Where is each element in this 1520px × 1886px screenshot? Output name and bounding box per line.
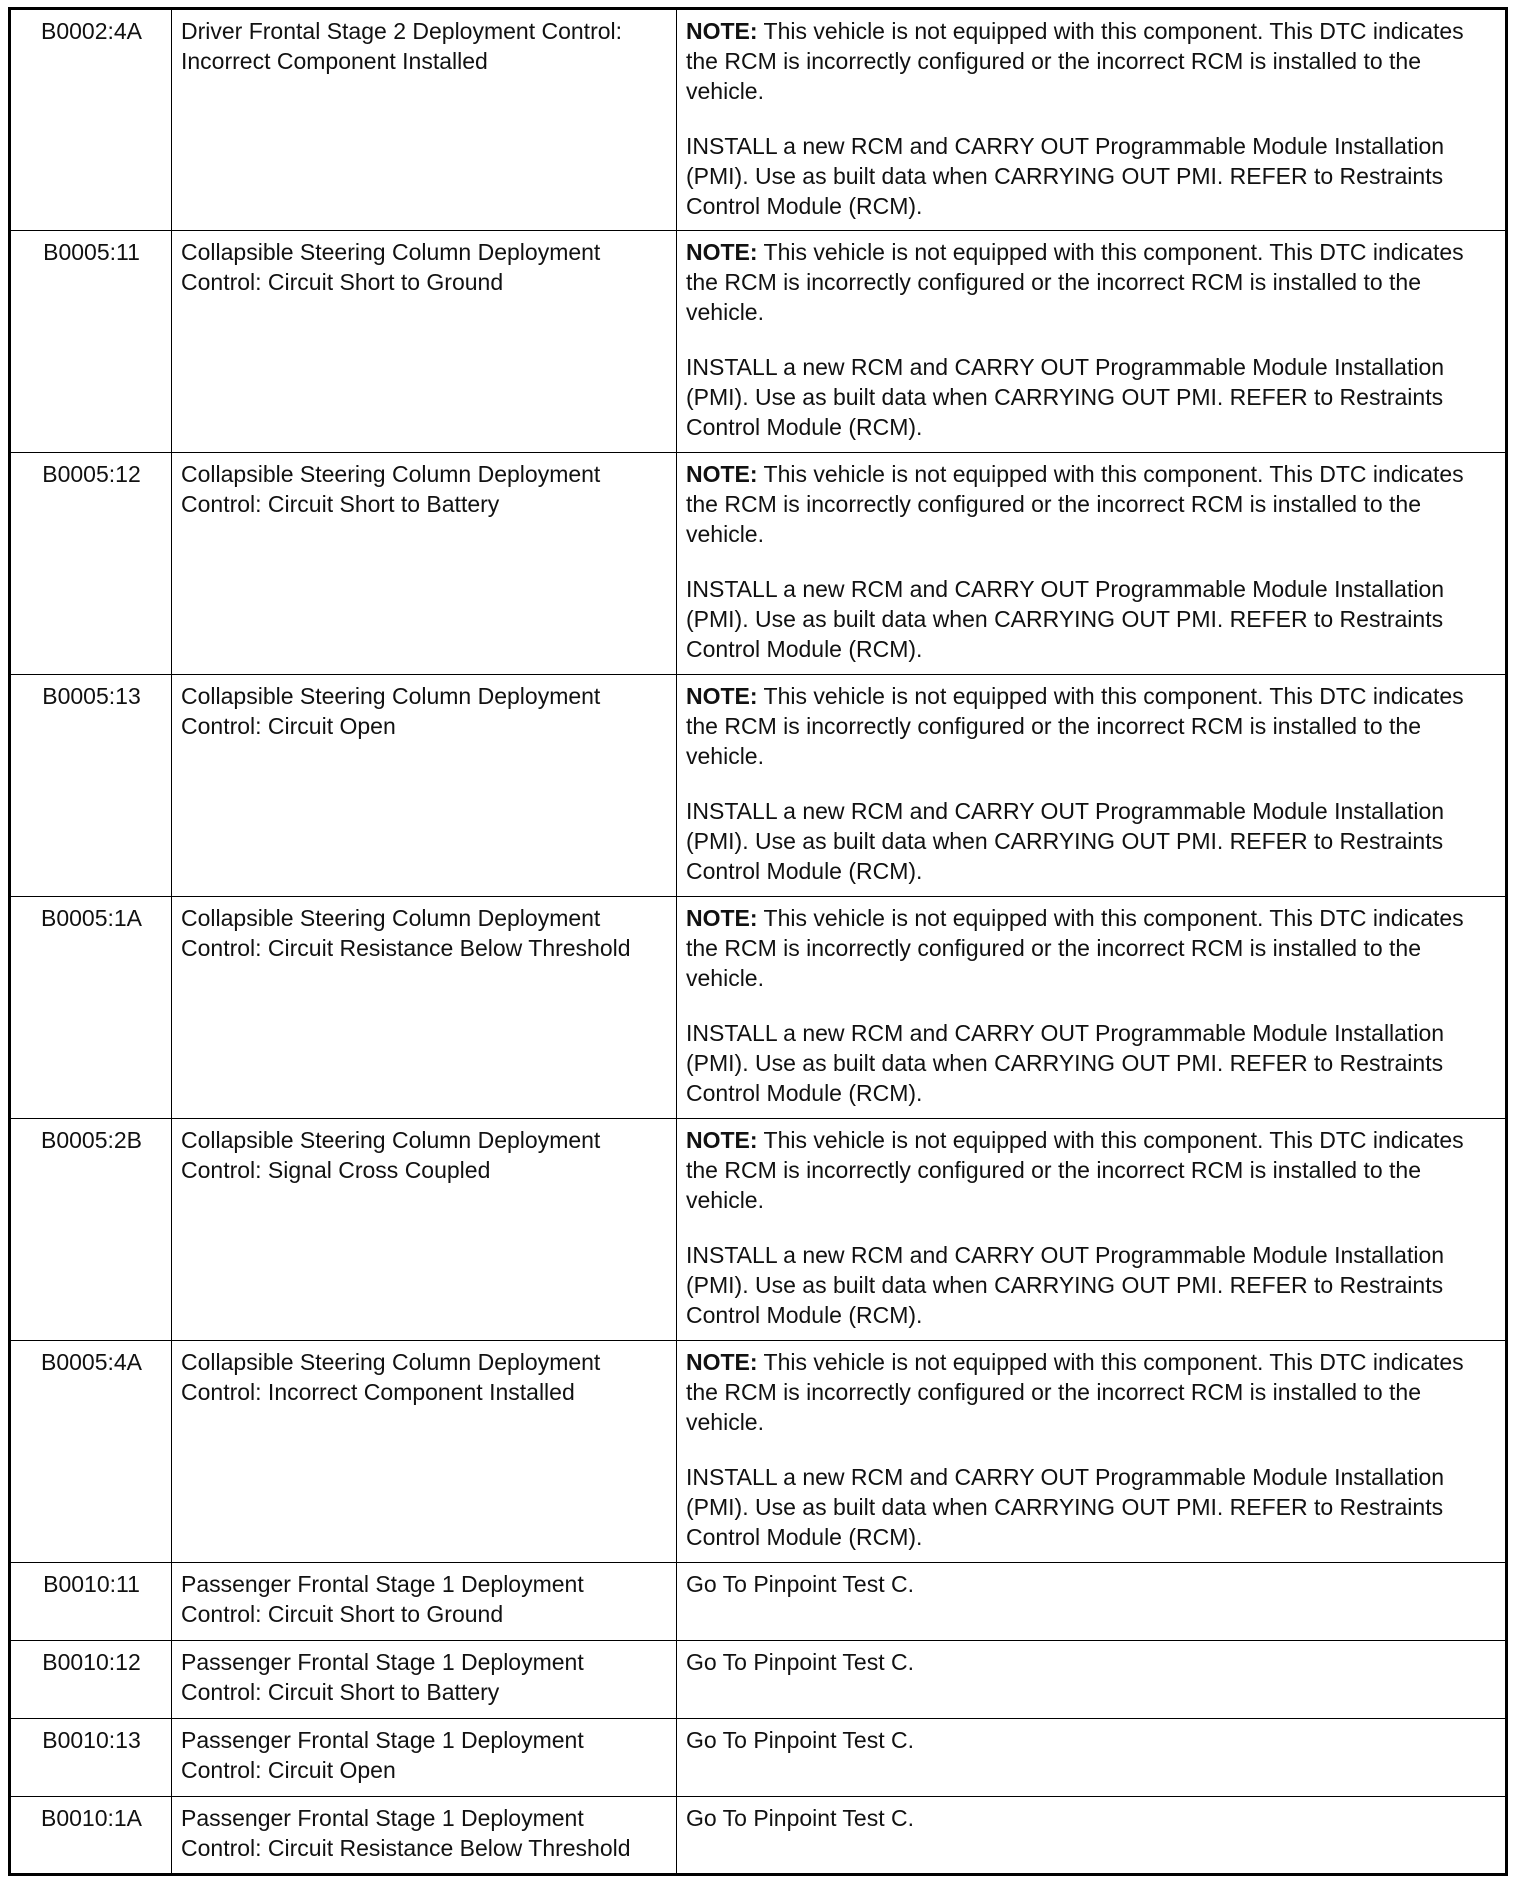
dtc-action-cell: Go To Pinpoint Test C.: [677, 1719, 1507, 1797]
note-paragraph: [686, 903, 1497, 993]
action-text: INSTALL a new RCM and CARRY OUT Programmable Module Installation (PMI). Use as built data when CARRYING OUT PMI. REFER to Restraints Control Module (RCM).: [686, 798, 1445, 884]
dtc-action-cell: Go To Pinpoint Test C.: [677, 1641, 1507, 1719]
dtc-description: Collapsible Steering Column Deployment Control: Circuit Short to Battery: [172, 453, 677, 675]
note-label: NOTE:: [686, 905, 758, 931]
note-label: NOTE:: [686, 683, 758, 709]
table-row: [10, 231, 1507, 453]
note-paragraph: [686, 1347, 1497, 1437]
dtc-action-cell: Go To Pinpoint Test C.: [677, 1797, 1507, 1875]
dtc-description: Passenger Frontal Stage 1 Deployment Control: Circuit Short to Battery: [172, 1641, 677, 1719]
table-row: [10, 1341, 1507, 1563]
dtc-table: [8, 7, 1508, 1876]
action-text: INSTALL a new RCM and CARRY OUT Programmable Module Installation (PMI). Use as built data when CARRYING OUT PMI. REFER to Restraints Control Module (RCM).: [686, 576, 1445, 662]
table-row: [10, 675, 1507, 897]
note-text: This vehicle is not equipped with this component. This DTC indicates the RCM is incorrectly configured or the incorrect RCM is installed to the vehicle.: [686, 683, 1464, 769]
note-text: This vehicle is not equipped with this component. This DTC indicates the RCM is incorrectly configured or the incorrect RCM is installed to the vehicle.: [686, 239, 1464, 325]
document-page: [8, 7, 1505, 1876]
note-text: This vehicle is not equipped with this component. This DTC indicates the RCM is incorrectly configured or the incorrect RCM is installed to the vehicle.: [686, 1127, 1464, 1213]
dtc-description: Collapsible Steering Column Deployment Control: Signal Cross Coupled: [172, 1119, 677, 1341]
action-text: INSTALL a new RCM and CARRY OUT Programmable Module Installation (PMI). Use as built data when CARRYING OUT PMI. REFER to Restraints Control Module (RCM).: [686, 1020, 1445, 1106]
dtc-action-cell: [677, 1119, 1507, 1341]
dtc-code: B0005:11: [10, 231, 172, 453]
dtc-code: B0005:2B: [10, 1119, 172, 1341]
note-paragraph: [686, 681, 1497, 771]
dtc-description: Collapsible Steering Column Deployment Control: Circuit Open: [172, 675, 677, 897]
note-label: NOTE:: [686, 461, 758, 487]
note-label: NOTE:: [686, 1349, 758, 1375]
table-row: [10, 1119, 1507, 1341]
table-row: [10, 9, 1507, 231]
dtc-action-cell: [677, 1341, 1507, 1563]
dtc-description: Collapsible Steering Column Deployment Control: Circuit Short to Ground: [172, 231, 677, 453]
dtc-code: B0005:4A: [10, 1341, 172, 1563]
table-row: [10, 1563, 1507, 1641]
note-label: NOTE:: [686, 18, 758, 44]
dtc-description: Passenger Frontal Stage 1 Deployment Control: Circuit Resistance Below Threshold: [172, 1797, 677, 1875]
table-row: [10, 1719, 1507, 1797]
dtc-code: B0002:4A: [10, 9, 172, 231]
dtc-description: Collapsible Steering Column Deployment Control: Incorrect Component Installed: [172, 1341, 677, 1563]
dtc-action-cell: [677, 231, 1507, 453]
table-row: [10, 897, 1507, 1119]
dtc-action-cell: [677, 9, 1507, 231]
dtc-code: B0010:13: [10, 1719, 172, 1797]
note-paragraph: [686, 16, 1497, 106]
dtc-code: B0010:12: [10, 1641, 172, 1719]
note-paragraph: [686, 459, 1497, 549]
table-row: [10, 1797, 1507, 1875]
note-label: NOTE:: [686, 1127, 758, 1153]
table-row: [10, 453, 1507, 675]
dtc-description: Driver Frontal Stage 2 Deployment Control: Incorrect Component Installed: [172, 9, 677, 231]
action-text: INSTALL a new RCM and CARRY OUT Programmable Module Installation (PMI). Use as built data when CARRYING OUT PMI. REFER to Restraints Control Module (RCM).: [686, 1242, 1445, 1328]
dtc-description: Passenger Frontal Stage 1 Deployment Control: Circuit Open: [172, 1719, 677, 1797]
dtc-action-cell: Go To Pinpoint Test C.: [677, 1563, 1507, 1641]
note-text: This vehicle is not equipped with this component. This DTC indicates the RCM is incorrectly configured or the incorrect RCM is installed to the vehicle.: [686, 461, 1464, 547]
dtc-description: Passenger Frontal Stage 1 Deployment Control: Circuit Short to Ground: [172, 1563, 677, 1641]
dtc-code: B0010:11: [10, 1563, 172, 1641]
dtc-code: B0005:1A: [10, 897, 172, 1119]
note-text: This vehicle is not equipped with this component. This DTC indicates the RCM is incorrectly configured or the incorrect RCM is installed to the vehicle.: [686, 1349, 1464, 1435]
dtc-code: B0010:1A: [10, 1797, 172, 1875]
dtc-code: B0005:12: [10, 453, 172, 675]
note-paragraph: [686, 1125, 1497, 1215]
note-text: This vehicle is not equipped with this component. This DTC indicates the RCM is incorrectly configured or the incorrect RCM is installed to the vehicle.: [686, 905, 1464, 991]
action-text: INSTALL a new RCM and CARRY OUT Programmable Module Installation (PMI). Use as built data when CARRYING OUT PMI. REFER to Restraints Control Module (RCM).: [686, 1464, 1445, 1550]
dtc-action-cell: [677, 897, 1507, 1119]
dtc-description: Collapsible Steering Column Deployment Control: Circuit Resistance Below Threshold: [172, 897, 677, 1119]
action-text: INSTALL a new RCM and CARRY OUT Programmable Module Installation (PMI). Use as built data when CARRYING OUT PMI. REFER to Restraints Control Module (RCM).: [686, 354, 1445, 440]
dtc-action-cell: [677, 675, 1507, 897]
table-row: [10, 1641, 1507, 1719]
dtc-code: B0005:13: [10, 675, 172, 897]
note-text: This vehicle is not equipped with this component. This DTC indicates the RCM is incorrectly configured or the incorrect RCM is installed to the vehicle.: [686, 18, 1464, 104]
note-label: NOTE:: [686, 239, 758, 265]
dtc-action-cell: [677, 453, 1507, 675]
action-text: INSTALL a new RCM and CARRY OUT Programmable Module Installation (PMI). Use as built data when CARRYING OUT PMI. REFER to Restraints Control Module (RCM).: [686, 133, 1445, 219]
note-paragraph: [686, 237, 1497, 327]
